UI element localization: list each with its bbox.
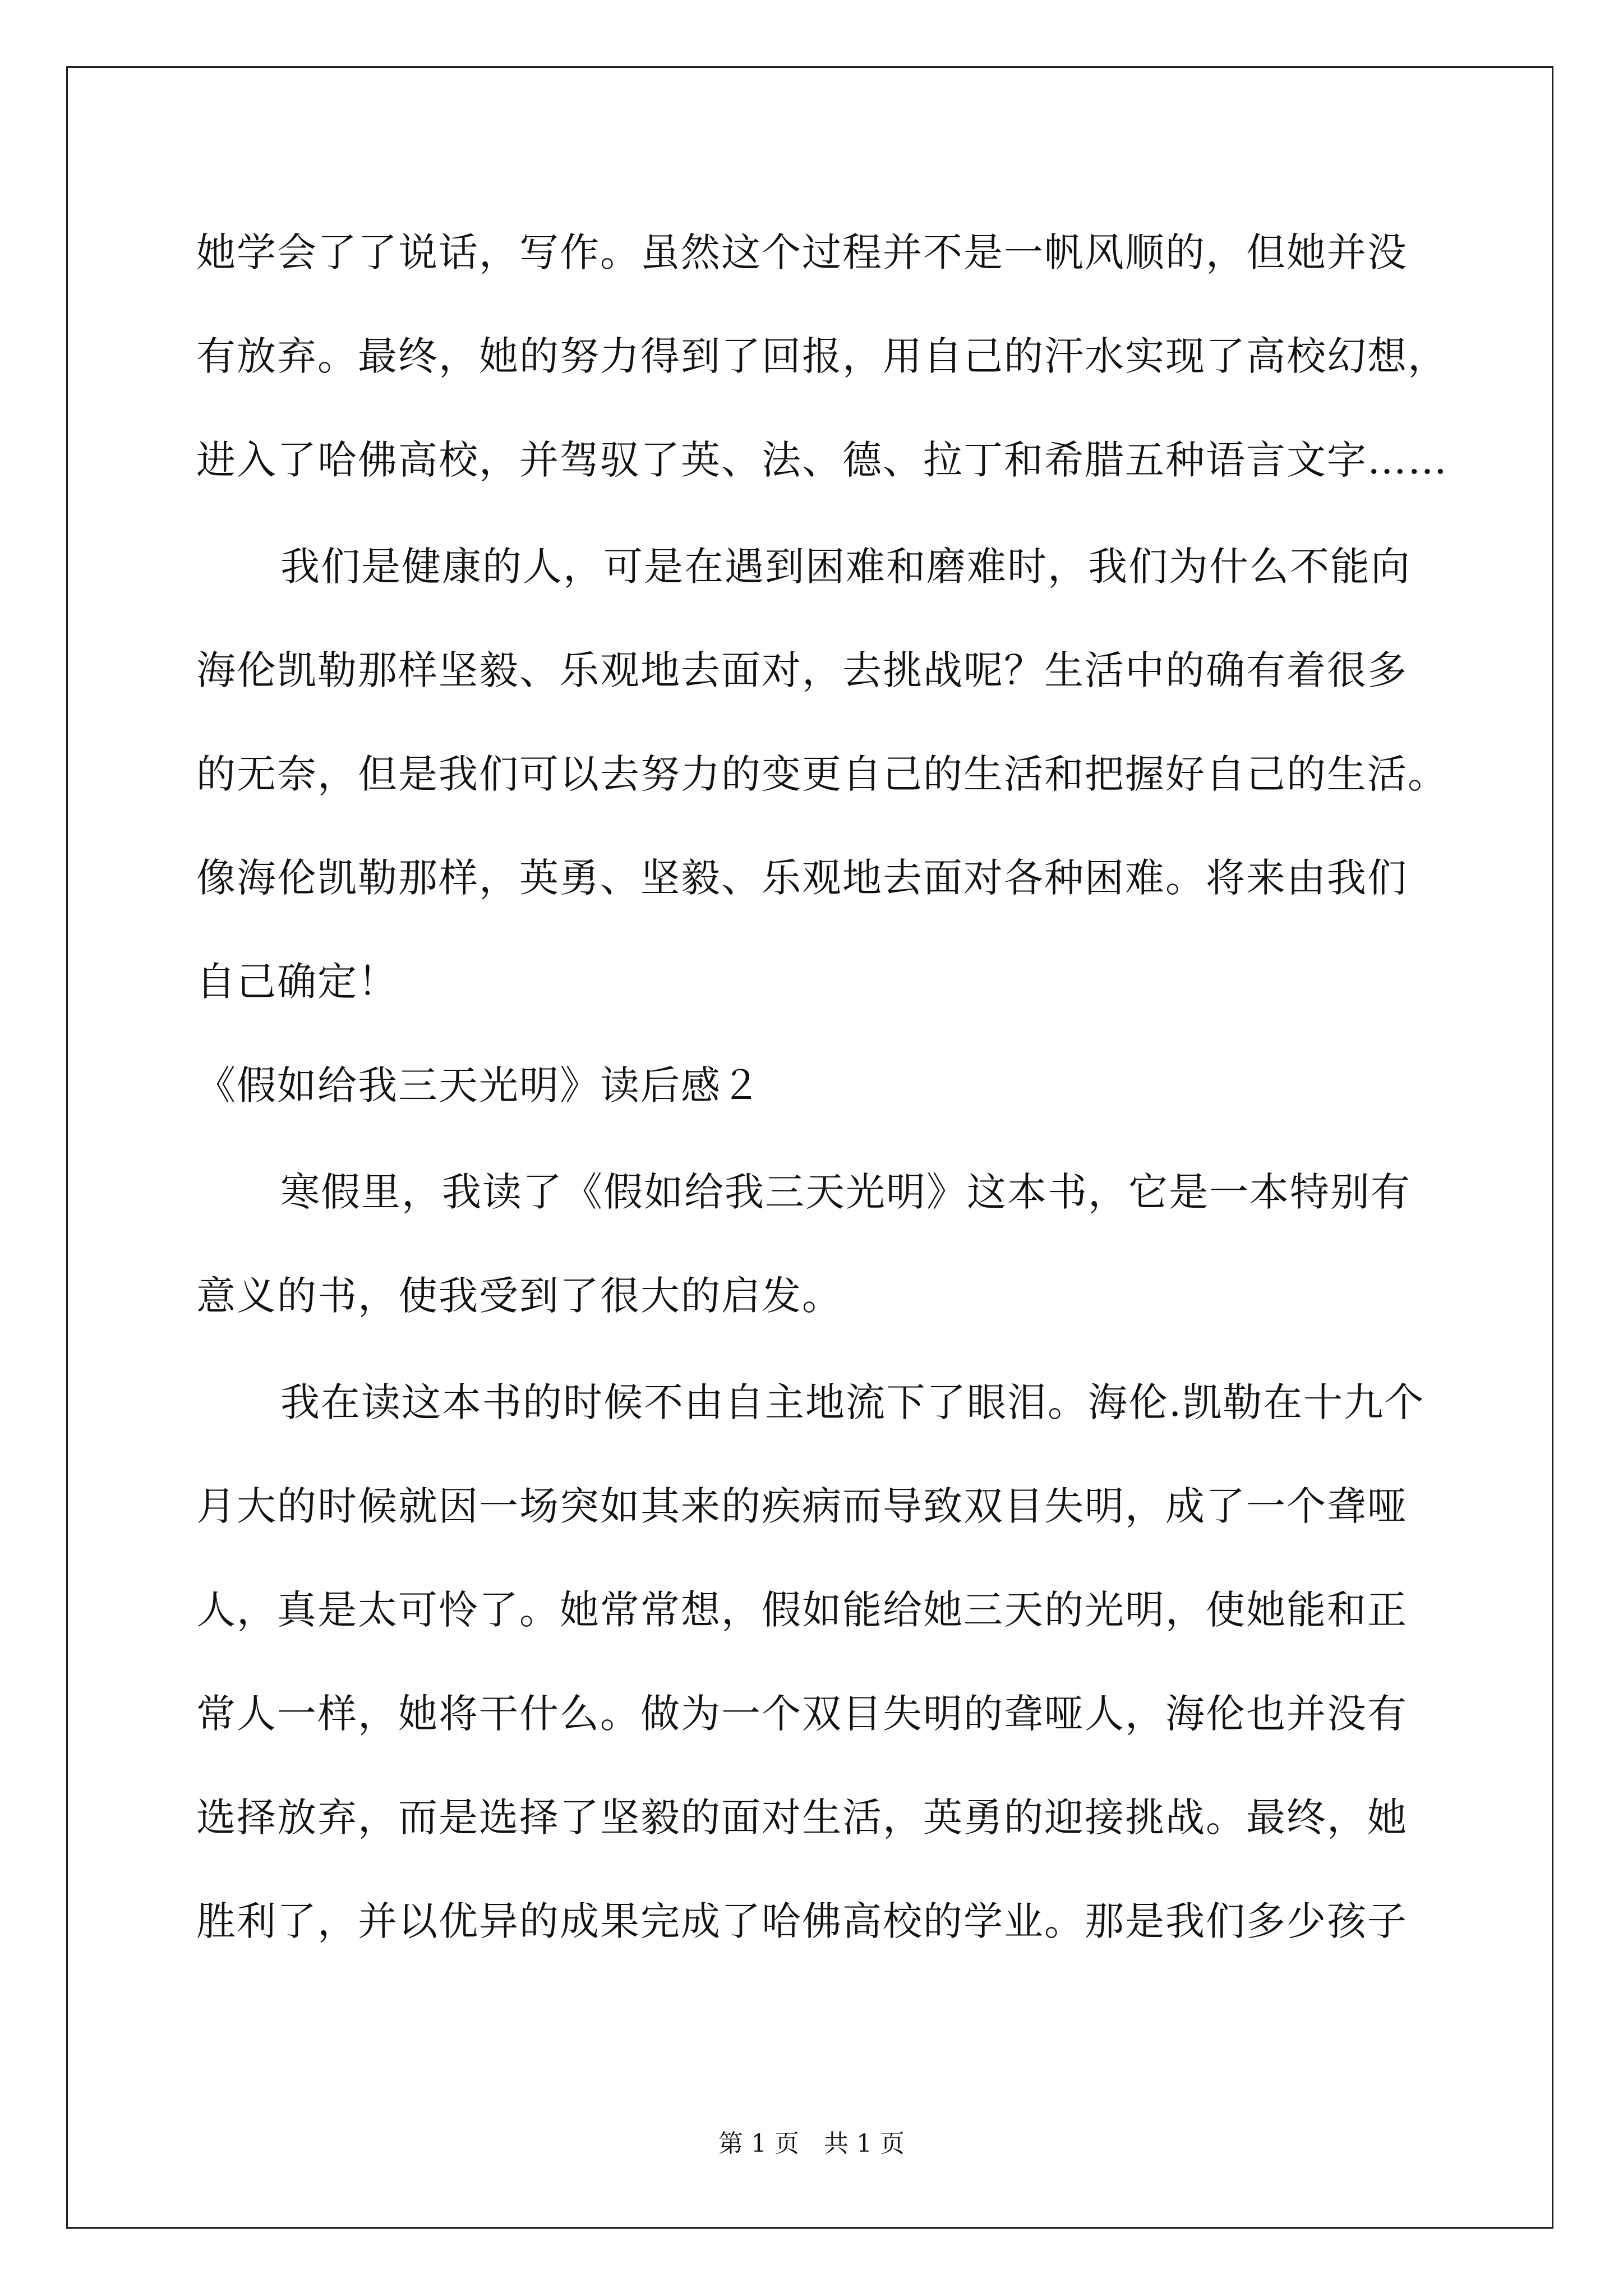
section-title: 《假如给我三天光明》读后感２	[196, 1062, 762, 1108]
body-line: 海伦凯勒那样坚毅、乐观地去面对，去挑战呢？生活中的确有着很多	[196, 647, 1408, 693]
body-line: 意义的书，使我受到了很大的启发。	[196, 1273, 842, 1319]
body-line: 我在读这本书的时候不由自主地流下了眼泪。海伦.凯勒在十九个	[280, 1379, 1425, 1425]
body-line: 进入了哈佛高校，并驾驭了英、法、德、拉丁和希腊五种语言文字……	[196, 437, 1448, 483]
body-line: 寒假里，我读了《假如给我三天光明》这本书，它是一本特别有	[280, 1169, 1411, 1215]
body-line: 像海伦凯勒那样，英勇、坚毅、乐观地去面对各种困难。将来由我们	[196, 855, 1408, 901]
body-line: 常人一样，她将干什么。做为一个双目失明的聋哑人，海伦也并没有	[196, 1691, 1408, 1737]
body-line: 胜利了，并以优异的成果完成了哈佛高校的学业。那是我们多少孩子	[196, 1898, 1408, 1944]
body-line: 我们是健康的人，可是在遇到困难和磨难时，我们为什么不能向	[280, 544, 1411, 590]
body-line: 自己确定！	[196, 959, 398, 1005]
body-line: 她学会了了说话，写作。虽然这个过程并不是一帆风顺的，但她并没	[196, 229, 1408, 275]
body-line: 有放弃。最终，她的努力得到了回报，用自己的汗水实现了高校幻想，	[196, 333, 1448, 379]
page-footer: 第 1 页 共 1 页	[718, 2129, 905, 2158]
body-line: 人，真是太可怜了。她常常想，假如能给她三天的光明，使她能和正	[196, 1587, 1408, 1633]
body-line: 的无奈，但是我们可以去努力的变更自己的生活和把握好自己的生活。	[196, 751, 1448, 797]
body-line: 选择放弃，而是选择了坚毅的面对生活，英勇的迎接挑战。最终，她	[196, 1795, 1408, 1841]
body-line: 月大的时候就因一场突如其来的疾病而导致双目失明，成了一个聋哑	[196, 1483, 1408, 1529]
